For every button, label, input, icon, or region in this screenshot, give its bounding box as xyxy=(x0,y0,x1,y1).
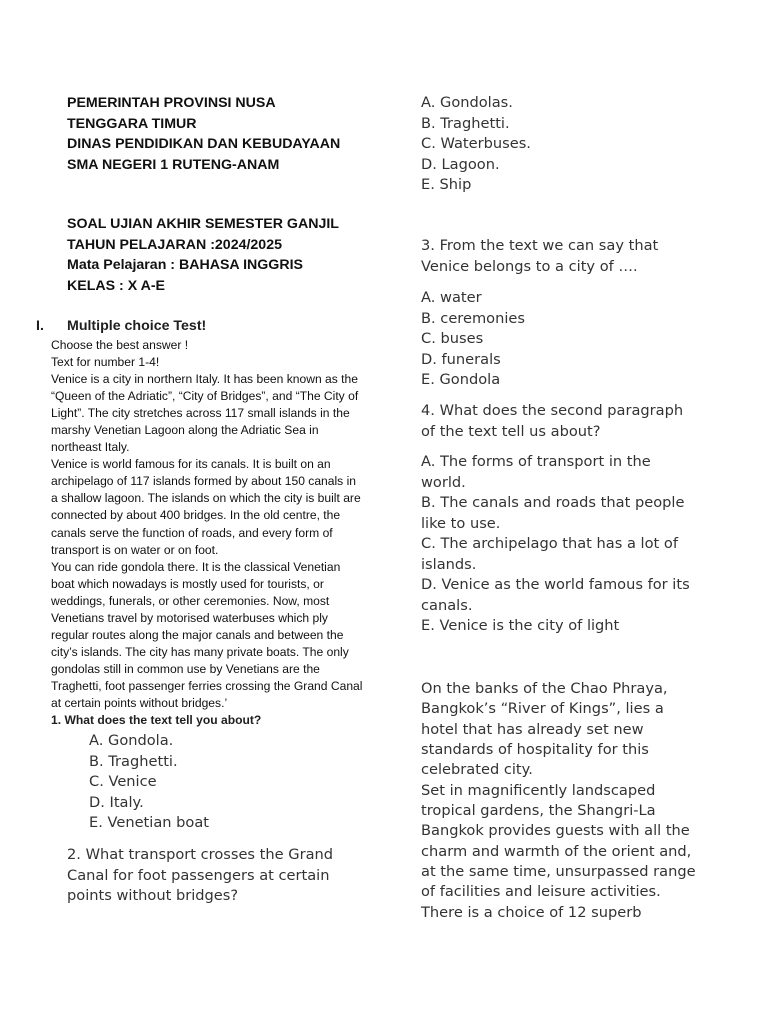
question-line: Canal for foot passengers at certain xyxy=(67,866,330,884)
passage-line: connected by about 400 bridges. In the old centre, the xyxy=(51,508,341,523)
option-d-cont: canals. xyxy=(421,596,473,614)
option-d[interactable]: D. Italy. xyxy=(89,793,144,811)
section-number: I. xyxy=(36,318,44,334)
passage-line: northeast Italy. xyxy=(51,440,130,455)
option-e[interactable]: E. Ship xyxy=(421,176,472,193)
story-line: Bangkok provides guests with all the xyxy=(421,822,690,840)
option-a[interactable]: A. The forms of transport in the xyxy=(421,453,651,470)
passage-line: Venice is a city in northern Italy. It has been known as the xyxy=(51,372,358,387)
option-e[interactable]: E. Venetian boat xyxy=(89,814,210,832)
question-3 xyxy=(421,236,658,278)
question-4-options xyxy=(421,452,690,637)
option-c[interactable]: C. buses xyxy=(421,330,484,347)
option-a-cont: world. xyxy=(421,473,466,491)
passage-line: Traghetti, foot passenger ferries crossing the Grand Canal xyxy=(51,678,363,693)
question-2 xyxy=(67,845,333,907)
option-b[interactable]: B. ceremonies xyxy=(421,309,525,327)
question-4 xyxy=(421,401,683,443)
option-c-cont: islands. xyxy=(421,555,477,573)
option-b[interactable]: B. The canals and roads that people xyxy=(421,494,685,511)
option-b[interactable]: B. Traghetti. xyxy=(421,114,510,132)
reading-passage xyxy=(51,337,381,712)
option-a[interactable]: A. Gondola. xyxy=(89,732,174,749)
story-line: hotel that has already set new xyxy=(421,720,644,738)
option-d[interactable]: D. Lagoon. xyxy=(421,155,500,173)
exam-info xyxy=(67,214,387,296)
story-line: Set in magnificently landscaped xyxy=(421,781,656,799)
option-c[interactable]: C. The archipelago that has a lot of xyxy=(421,535,678,552)
class: KELAS : X A-E xyxy=(67,277,166,294)
question-2-options xyxy=(421,93,531,196)
question-1-options xyxy=(89,731,209,834)
instruction: Choose the best answer ! xyxy=(51,338,189,352)
section-title: Multiple choice Test! xyxy=(67,318,207,334)
question-1: 1. What does the text tell you about? xyxy=(51,713,262,727)
exam-title: SOAL UJIAN AKHIR SEMESTER GANJIL xyxy=(67,216,339,232)
option-c[interactable]: C. Waterbuses. xyxy=(421,135,531,152)
question-3-options xyxy=(421,288,525,391)
question-line: of the text tell us about? xyxy=(421,422,601,440)
passage-line: weddings, funerals, or other ceremonies. Now, most xyxy=(51,593,330,608)
passage-line: canals serve the function of roads, and every form of xyxy=(51,525,333,540)
option-e[interactable]: E. Venice is the city of light xyxy=(421,617,620,634)
story-line: There is a choice of 12 superb xyxy=(421,903,642,921)
option-c[interactable]: C. Venice xyxy=(89,773,157,791)
story-line: celebrated city. xyxy=(421,761,533,779)
option-a[interactable]: A. Gondolas. xyxy=(421,94,513,111)
passage-line: You can ride gondola there. It is the classical Venetian xyxy=(51,559,341,574)
option-a[interactable]: A. water xyxy=(421,289,482,306)
question-line: Venice belongs to a city of …. xyxy=(421,257,638,275)
hotel-passage xyxy=(421,679,696,923)
passage-line: gondolas still in common use by Venetians are the xyxy=(51,661,320,676)
passage-line: Venice is world famous for its canals. It is built on an xyxy=(51,457,331,472)
question-line: 4. What does the second paragraph xyxy=(421,402,684,419)
story-line: of facilities and leisure activities. xyxy=(421,883,661,901)
passage-line: marshy Venetian Lagoon along the Adriatic Sea in xyxy=(51,423,319,438)
passage-line: city’s islands. The city has many private boats. The only xyxy=(51,644,349,659)
question-line: 2. What transport crosses the Grand xyxy=(67,846,334,863)
passage-line: Venetians travel by motorised waterbuses which ply xyxy=(51,610,328,625)
story-line: tropical gardens, the Shangri-La xyxy=(421,802,656,820)
subject: Mata Pelajaran : BAHASA INGGRIS xyxy=(67,257,303,273)
story-line: On the banks of the Chao Phraya, xyxy=(421,680,668,697)
passage-line: boat which nowadays is mostly used for tourists, or xyxy=(51,576,324,591)
text-label: Text for number 1-4! xyxy=(51,355,160,370)
option-b-cont: like to use. xyxy=(421,514,501,532)
header-line: SMA NEGERI 1 RUTENG-ANAM xyxy=(67,156,280,173)
passage-line: Light”. The city stretches across 117 small islands in the xyxy=(51,406,350,421)
school-header xyxy=(67,93,387,175)
passage-line: “Queen of the Adriatic”, “City of Bridges”, and “The City of xyxy=(51,389,359,404)
story-line: Bangkok’s “River of Kings”, lies a xyxy=(421,700,664,718)
passage-line: transport is on water or on foot. xyxy=(51,542,219,557)
academic-year: TAHUN PELAJARAN :2024/2025 xyxy=(67,236,282,253)
passage-line: regular routes along the major canals and between the xyxy=(51,627,344,642)
passage-line: a shallow lagoon. The islands on which the city is built are xyxy=(51,491,361,506)
passage-line: at certain points without bridges.’ xyxy=(51,695,228,710)
option-e[interactable]: E. Gondola xyxy=(421,371,501,388)
story-line: charm and warmth of the orient and, xyxy=(421,842,692,860)
header-line: DINAS PENDIDIKAN DAN KEBUDAYAAN xyxy=(67,136,341,152)
story-line: standards of hospitality for this xyxy=(421,741,649,759)
question-line: points without bridges? xyxy=(67,887,239,905)
question-line: 3. From the text we can say that xyxy=(421,237,659,254)
passage-line: archipelago of 117 islands formed by about 150 canals in xyxy=(51,474,357,489)
story-line: at the same time, unsurpassed range xyxy=(421,863,696,881)
option-d[interactable]: D. funerals xyxy=(421,350,501,368)
header-line: PEMERINTAH PROVINSI NUSA xyxy=(67,95,276,111)
header-line: TENGGARA TIMUR xyxy=(67,115,197,132)
option-b[interactable]: B. Traghetti. xyxy=(89,752,178,770)
option-d[interactable]: D. Venice as the world famous for its xyxy=(421,576,690,593)
